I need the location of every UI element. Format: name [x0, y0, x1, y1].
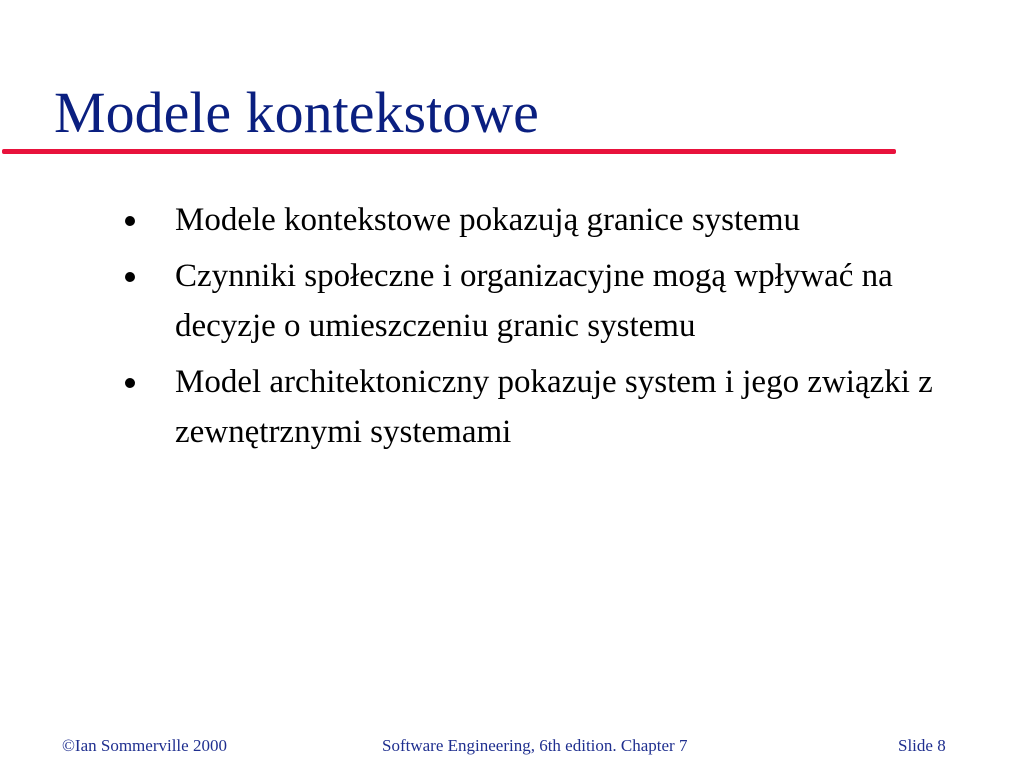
- footer-copyright: ©Ian Sommerville 2000: [62, 736, 227, 755]
- bullet-item: [124, 251, 964, 351]
- bullet-text: Modele kontekstowe pokazują granice systemu: [175, 202, 800, 238]
- bullet-icon: [125, 272, 135, 282]
- bullet-item: [124, 357, 964, 457]
- bullet-text: Czynniki społeczne i organizacyjne mogą wpływać na decyzje o umieszczeniu granic systemu: [175, 258, 893, 344]
- footer-slide-number: Slide 8: [898, 736, 946, 755]
- bullet-icon: [125, 378, 135, 388]
- slide-title: Modele kontekstowe: [54, 80, 539, 145]
- bullet-list: [124, 195, 964, 463]
- bullet-icon: [125, 216, 135, 226]
- title-underline: [2, 149, 896, 154]
- footer-book-title: Software Engineering, 6th edition. Chapter 7: [382, 736, 688, 755]
- bullet-item: [124, 195, 964, 245]
- bullet-text: Model architektoniczny pokazuje system i jego związki z zewnętrznymi systemami: [175, 364, 933, 450]
